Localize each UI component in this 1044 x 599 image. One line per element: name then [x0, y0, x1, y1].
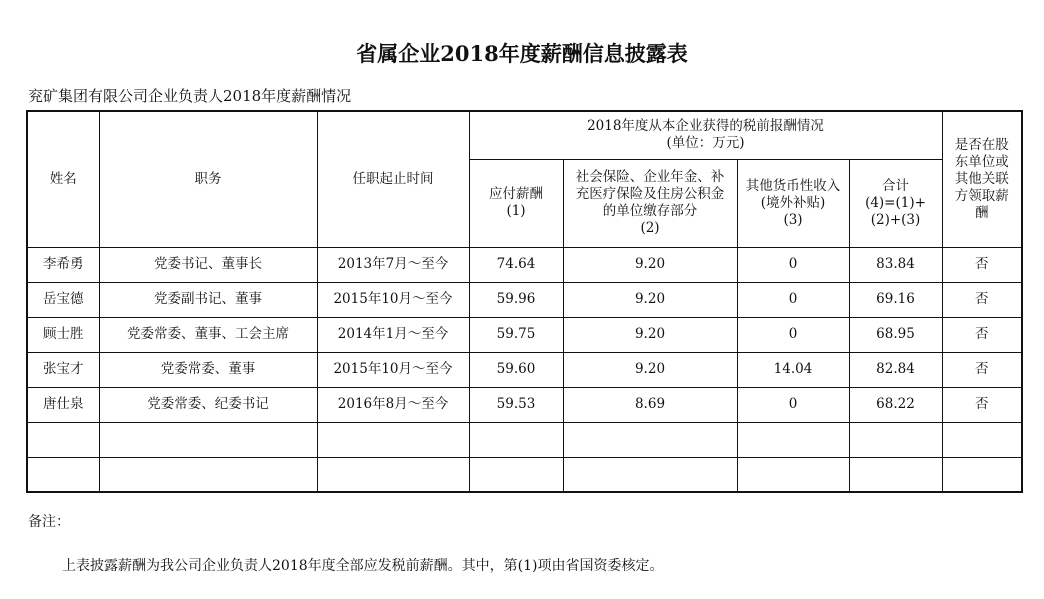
cell-total: 82.84: [849, 352, 942, 387]
cell-related: 否: [942, 247, 1022, 282]
table-subtitle: 兖矿集团有限公司企业负责人2018年度薪酬情况: [28, 87, 352, 105]
header-total-label: 合计: [882, 177, 909, 194]
cell-name: 顾士胜: [27, 317, 99, 352]
cell-related: 否: [942, 352, 1022, 387]
salary-table: [26, 110, 1023, 493]
header-other-label: 其他货币性收入(境外补贴): [745, 177, 841, 211]
cell-total: 69.16: [849, 282, 942, 317]
empty-row: [27, 422, 1022, 457]
cell-salary: 74.64: [469, 247, 563, 282]
cell-insurance: 9.20: [563, 317, 737, 352]
cell-term: 2013年7月～至今: [317, 247, 469, 282]
header-related: 是否在股东单位或其他关联方领取薪酬: [942, 111, 1022, 247]
header-salary: [469, 159, 563, 247]
table-row: [27, 352, 1022, 387]
cell-position: 党委常委、董事: [99, 352, 317, 387]
cell-insurance: 9.20: [563, 282, 737, 317]
cell-insurance: 9.20: [563, 352, 737, 387]
cell-related: 否: [942, 317, 1022, 352]
cell-related: 否: [942, 282, 1022, 317]
note-text: 上表披露薪酬为我公司企业负责人2018年度全部应发税前薪酬。其中，第(1)项由省国资委核定。: [62, 558, 664, 574]
note-label: 备注：: [28, 514, 70, 530]
cell-name: 李希勇: [27, 247, 99, 282]
cell-name: 岳宝德: [27, 282, 99, 317]
cell-insurance: 9.20: [563, 247, 737, 282]
header-other: [737, 159, 849, 247]
cell-position: 党委书记、董事长: [99, 247, 317, 282]
cell-other: 0: [737, 317, 849, 352]
cell-term: 2015年10月～至今: [317, 352, 469, 387]
cell-salary: 59.53: [469, 387, 563, 422]
cell-total: 68.95: [849, 317, 942, 352]
cell-salary: 59.60: [469, 352, 563, 387]
cell-total: 83.84: [849, 247, 942, 282]
header-insurance: [563, 159, 737, 247]
cell-term: 2015年10月～至今: [317, 282, 469, 317]
cell-other: 0: [737, 387, 849, 422]
cell-name: 张宝才: [27, 352, 99, 387]
header-salary-no: (1): [506, 203, 526, 219]
header-other-no: (3): [783, 211, 803, 228]
page-title: 省属企业2018年度薪酬信息披露表: [356, 41, 688, 66]
cell-name: 唐仕泉: [27, 387, 99, 422]
header-position: 职务: [99, 111, 317, 247]
header-total: [849, 159, 942, 247]
header-group-unit: (单位：万元): [666, 135, 745, 152]
table-row: [27, 387, 1022, 422]
cell-term: 2014年1月～至今: [317, 317, 469, 352]
empty-row: [27, 457, 1022, 492]
cell-position: 党委副书记、董事: [99, 282, 317, 317]
cell-term: 2016年8月～至今: [317, 387, 469, 422]
cell-other: 14.04: [737, 352, 849, 387]
header-name: 姓名: [27, 111, 99, 247]
table-row: [27, 282, 1022, 317]
cell-other: 0: [737, 282, 849, 317]
cell-other: 0: [737, 247, 849, 282]
cell-insurance: 8.69: [563, 387, 737, 422]
header-insurance-label: 社会保险、企业年金、补充医疗保险及住房公积金的单位缴存部分: [575, 169, 725, 219]
cell-total: 68.22: [849, 387, 942, 422]
cell-related: 否: [942, 387, 1022, 422]
header-group-title: 2018年度从本企业获得的税前报酬情况: [587, 118, 824, 135]
table-row: [27, 247, 1022, 282]
header-insurance-no: (2): [640, 220, 660, 236]
header-group: [469, 111, 942, 159]
cell-position: 党委常委、董事、工会主席: [99, 317, 317, 352]
cell-salary: 59.96: [469, 282, 563, 317]
cell-salary: 59.75: [469, 317, 563, 352]
header-total-formula: (4)=(1)+(2)+(3): [865, 194, 926, 228]
cell-position: 党委常委、纪委书记: [99, 387, 317, 422]
header-term: 任职起止时间: [317, 111, 469, 247]
header-salary-label: 应付薪酬: [489, 186, 543, 202]
table-row: [27, 317, 1022, 352]
